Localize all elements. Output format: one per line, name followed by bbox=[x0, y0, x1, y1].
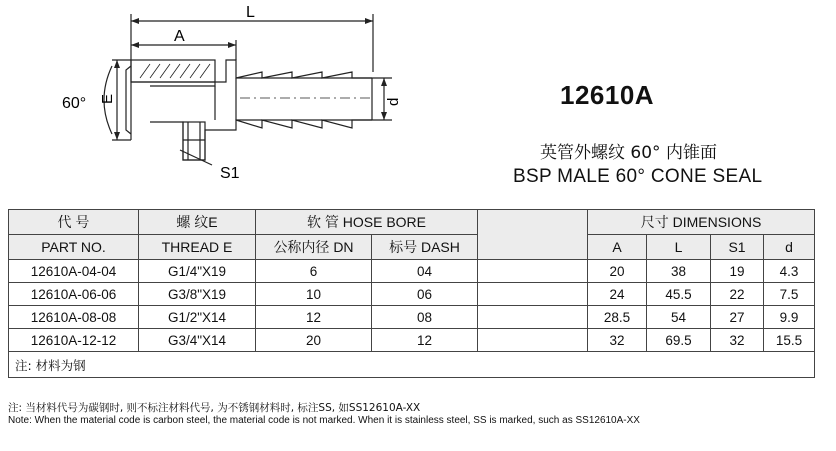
cell-dash: 12 bbox=[372, 329, 478, 352]
header-blank bbox=[478, 210, 588, 260]
footnote-cn: 注: 当材料代号为碳钢时, 则不标注材料代号, 为不锈钢材料时, 标注SS, 如SS12610A-XX bbox=[8, 402, 421, 414]
cell-A: 28.5 bbox=[588, 306, 647, 329]
header-S1: S1 bbox=[711, 235, 764, 260]
cell-d: 15.5 bbox=[764, 329, 815, 352]
table-row bbox=[9, 283, 815, 306]
cell-L: 69.5 bbox=[647, 329, 711, 352]
cell-dn: 12 bbox=[256, 306, 372, 329]
cell-dash: 08 bbox=[372, 306, 478, 329]
dim-L-label: L bbox=[246, 4, 255, 21]
cell-S1: 27 bbox=[711, 306, 764, 329]
cell-L: 38 bbox=[647, 260, 711, 283]
cell-blank bbox=[478, 306, 588, 329]
cell-dn: 10 bbox=[256, 283, 372, 306]
cell-blank bbox=[478, 283, 588, 306]
cell-thread: G3/4"X14 bbox=[139, 329, 256, 352]
cell-S1: 22 bbox=[711, 283, 764, 306]
cell-part: 12610A-04-04 bbox=[9, 260, 139, 283]
cell-dn: 20 bbox=[256, 329, 372, 352]
header-d: d bbox=[764, 235, 815, 260]
cell-thread: G1/2"X14 bbox=[139, 306, 256, 329]
dim-S1-label: S1 bbox=[220, 165, 240, 182]
header-thread-cn: 螺 纹E bbox=[139, 210, 256, 235]
material-note-row bbox=[9, 352, 815, 378]
header-part-cn: 代 号 bbox=[9, 210, 139, 235]
header-dn: 公称内径 DN bbox=[256, 235, 372, 260]
angle-label: 60° bbox=[62, 95, 87, 112]
header-dimensions: 尺寸 DIMENSIONS bbox=[588, 210, 815, 235]
cell-part: 12610A-12-12 bbox=[9, 329, 139, 352]
cell-part: 12610A-06-06 bbox=[9, 283, 139, 306]
chinese-title: 英管外螺纹 60° 内锥面 bbox=[540, 143, 717, 163]
material-note: 注: 材料为钢 bbox=[9, 352, 815, 378]
dim-d-label: d bbox=[385, 97, 402, 106]
cell-A: 32 bbox=[588, 329, 647, 352]
cell-S1: 32 bbox=[711, 329, 764, 352]
table-row bbox=[9, 329, 815, 352]
table-row bbox=[9, 306, 815, 329]
cell-d: 7.5 bbox=[764, 283, 815, 306]
cell-S1: 19 bbox=[711, 260, 764, 283]
cell-thread: G1/4"X19 bbox=[139, 260, 256, 283]
cell-L: 54 bbox=[647, 306, 711, 329]
cell-d: 9.9 bbox=[764, 306, 815, 329]
english-title: BSP MALE 60° CONE SEAL bbox=[513, 166, 763, 187]
header-thread-en: THREAD E bbox=[139, 235, 256, 260]
header-L: L bbox=[647, 235, 711, 260]
header-part-en: PART NO. bbox=[9, 235, 139, 260]
cell-A: 24 bbox=[588, 283, 647, 306]
spec-table bbox=[8, 209, 815, 378]
cell-thread: G3/8"X19 bbox=[139, 283, 256, 306]
fitting-drawing bbox=[0, 0, 430, 200]
cell-dash: 04 bbox=[372, 260, 478, 283]
cell-dn: 6 bbox=[256, 260, 372, 283]
cell-d: 4.3 bbox=[764, 260, 815, 283]
header-A: A bbox=[588, 235, 647, 260]
table-row bbox=[9, 260, 815, 283]
cell-L: 45.5 bbox=[647, 283, 711, 306]
cell-part: 12610A-08-08 bbox=[9, 306, 139, 329]
cell-dash: 06 bbox=[372, 283, 478, 306]
cell-A: 20 bbox=[588, 260, 647, 283]
footnote-en: Note: When the material code is carbon steel, the material code is not marked. When it is stainless steel, SS is marked, such as SS12610A-XX bbox=[8, 415, 640, 426]
part-code-title: 12610A bbox=[560, 80, 655, 110]
cell-blank bbox=[478, 260, 588, 283]
header-hose-bore: 软 管 HOSE BORE bbox=[256, 210, 478, 235]
header-dash: 标号 DASH bbox=[372, 235, 478, 260]
dim-E-label: E bbox=[99, 93, 116, 104]
dim-A-label: A bbox=[174, 28, 185, 45]
cell-blank bbox=[478, 329, 588, 352]
